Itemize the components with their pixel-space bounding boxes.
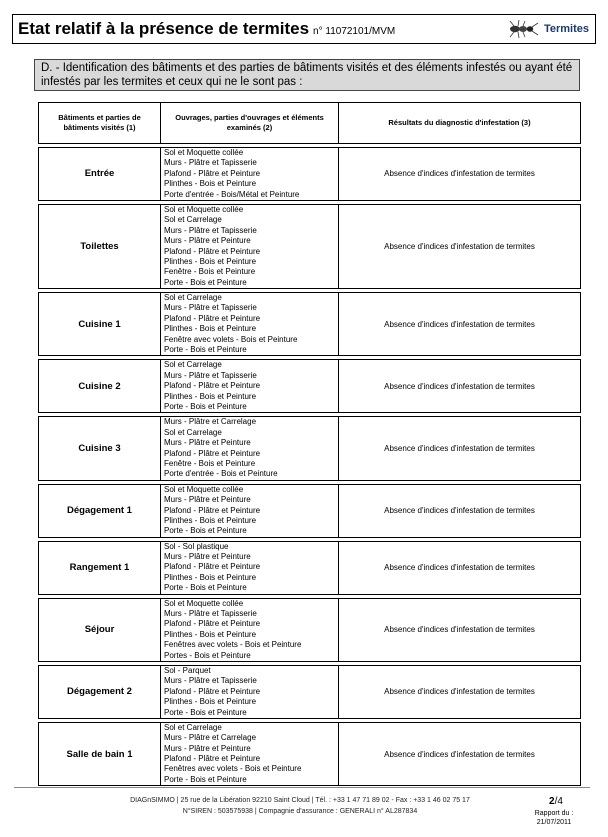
element-item: Sol et Moquette collée (164, 484, 244, 494)
table-row (39, 293, 581, 356)
element-item: Plinthes - Bois et Peinture (164, 572, 257, 582)
element-item: Plafond - Plâtre et Peinture (164, 313, 261, 323)
element-item: Murs - Plâtre et Tapisserie (164, 676, 257, 686)
room-name: Cuisine 2 (39, 360, 161, 413)
document-header (12, 14, 596, 44)
element-item: Murs - Plâtre et Tapisserie (164, 303, 257, 313)
element-item: Plafond - Plâtre et Peinture (164, 505, 261, 515)
element-item: Plinthes - Bois et Peinture (164, 697, 257, 707)
diagnosis-result: Absence d'indices d'infestation de termites (339, 360, 581, 413)
table-body (39, 144, 581, 786)
diagnosis-result: Absence d'indices d'infestation de termites (339, 598, 581, 661)
page-number (526, 796, 586, 807)
element-item: Sol et Moquette collée (164, 204, 244, 214)
diagnosis-result: Absence d'indices d'infestation de termites (339, 204, 581, 288)
room-name: Entrée (39, 148, 161, 201)
room-name: Cuisine 3 (39, 417, 161, 480)
page-total: /4 (554, 796, 563, 807)
element-item: Murs - Plâtre et Tapisserie (164, 609, 257, 619)
element-item: Murs - Plâtre et Peinture (164, 743, 251, 753)
element-item: Murs - Plâtre et Tapisserie (164, 225, 257, 235)
element-item: Plafond - Plâtre et Peinture (164, 168, 261, 178)
footer-company-line: DIAGnSIMMO | 25 rue de la Libération 92210 Saint Cloud | Tél. : +33 1 47 71 89 02 - Fax : +33 1 46 02 75 17 (130, 797, 470, 804)
element-item: Murs - Plâtre et Peinture (164, 495, 251, 505)
termites-logo (506, 18, 589, 40)
inspection-table (38, 102, 581, 786)
report-date-block (516, 809, 592, 827)
diagnosis-result: Absence d'indices d'infestation de termites (339, 293, 581, 356)
examined-elements (161, 204, 339, 288)
examined-elements (161, 541, 339, 594)
table-row (39, 541, 581, 594)
room-name: Toilettes (39, 204, 161, 288)
element-item: Porte - Bois et Peinture (164, 707, 247, 717)
element-item: Porte d'entrée - Bois et Peinture (164, 469, 278, 479)
element-item: Fenêtre avec volets - Bois et Peinture (164, 334, 298, 344)
element-item: Plinthes - Bois et Peinture (164, 391, 257, 401)
element-item: Murs - Plâtre et Peinture (164, 236, 251, 246)
element-item: Plinthes - Bois et Peinture (164, 629, 257, 639)
header-results: Résultats du diagnostic d'infestation (3) (339, 103, 581, 144)
diagnosis-result: Absence d'indices d'infestation de termites (339, 722, 581, 785)
diagnosis-result: Absence d'indices d'infestation de termites (339, 417, 581, 480)
report-reference: n° 11072101/MVM (313, 26, 396, 37)
table-row (39, 665, 581, 718)
diagnosis-result: Absence d'indices d'infestation de termites (339, 484, 581, 537)
page-title: Etat relatif à la présence de termites (18, 19, 310, 38)
page-current: 2 (549, 796, 555, 807)
element-item: Porte - Bois et Peinture (164, 583, 247, 593)
examined-elements (161, 293, 339, 356)
element-item: Plafond - Plâtre et Peinture (164, 448, 261, 458)
element-item: Murs - Plâtre et Tapisserie (164, 370, 257, 380)
header-elements: Ouvrages, parties d'ouvrages et éléments examinés (2) (161, 103, 339, 144)
element-item: Porte - Bois et Peinture (164, 345, 247, 355)
element-item: Fenêtres avec volets - Bois et Peinture (164, 640, 302, 650)
examined-elements (161, 484, 339, 537)
element-item: Murs - Plâtre et Tapisserie (164, 158, 257, 168)
element-item: Sol et Moquette collée (164, 598, 244, 608)
report-date: 21/07/2011 (536, 819, 572, 826)
element-item: Sol et Carrelage (164, 215, 222, 225)
element-item: Plafond - Plâtre et Peinture (164, 754, 261, 764)
room-name: Salle de bain 1 (39, 722, 161, 785)
element-item: Sol et Carrelage (164, 722, 222, 732)
element-item: Plinthes - Bois et Peinture (164, 256, 257, 266)
examined-elements (161, 417, 339, 480)
table-row (39, 360, 581, 413)
examined-elements (161, 360, 339, 413)
table-row (39, 148, 581, 201)
element-item: Plinthes - Bois et Peinture (164, 324, 257, 334)
table-row (39, 722, 581, 785)
element-item: Murs - Plâtre et Peinture (164, 438, 251, 448)
logo-text: Termites (543, 23, 589, 35)
section-d-heading: D. - Identification des bâtiments et des parties de bâtiments visités et des éléments infestés ou ayant été infestés par les termites et ceux qui ne le sont pas : (34, 59, 580, 91)
element-item: Murs - Plâtre et Carrelage (164, 733, 257, 743)
element-item: Sol et Carrelage (164, 293, 222, 303)
termite-icon (506, 19, 540, 39)
diagnosis-result: Absence d'indices d'infestation de termites (339, 541, 581, 594)
room-name: Dégagement 2 (39, 665, 161, 718)
element-item: Murs - Plâtre et Carrelage (164, 417, 257, 427)
element-item: Porte - Bois et Peinture (164, 774, 247, 784)
examined-elements (161, 598, 339, 661)
diagnosis-result: Absence d'indices d'infestation de termites (339, 665, 581, 718)
element-item: Porte - Bois et Peinture (164, 401, 247, 411)
diagnosis-result: Absence d'indices d'infestation de termites (339, 148, 581, 201)
room-name: Séjour (39, 598, 161, 661)
element-item: Murs - Plâtre et Peinture (164, 552, 251, 562)
room-name: Rangement 1 (39, 541, 161, 594)
element-item: Plafond - Plâtre et Peinture (164, 246, 261, 256)
element-item: Sol - Parquet (164, 665, 211, 675)
room-name: Cuisine 1 (39, 293, 161, 356)
element-item: Plafond - Plâtre et Peinture (164, 381, 261, 391)
element-item: Porte - Bois et Peinture (164, 526, 247, 536)
examined-elements (161, 665, 339, 718)
table-row (39, 417, 581, 480)
element-item: Sol et Moquette collée (164, 148, 244, 157)
footer-divider (14, 787, 590, 788)
table-row (39, 204, 581, 288)
table-row (39, 598, 581, 661)
header-title-block (18, 19, 395, 39)
element-item: Plafond - Plâtre et Peinture (164, 619, 261, 629)
table-row (39, 484, 581, 537)
element-item: Porte d'entrée - Bois/Métal et Peinture (164, 189, 300, 199)
element-item: Plafond - Plâtre et Peinture (164, 686, 261, 696)
footer-siren-line: N°SIREN : 503575938 | Compagnie d'assurance : GENERALI n° AL287834 (182, 808, 418, 815)
examined-elements (161, 148, 339, 201)
element-item: Sol et Carrelage (164, 360, 222, 370)
element-item: Fenêtre - Bois et Peinture (164, 458, 256, 468)
element-item: Sol - Sol plastique (164, 541, 229, 551)
report-date-label: Rapport du : (534, 810, 574, 817)
element-item: Fenêtres avec volets - Bois et Peinture (164, 764, 302, 774)
examined-elements (161, 722, 339, 785)
element-item: Plinthes - Bois et Peinture (164, 515, 257, 525)
header-buildings: Bâtiments et parties de bâtiments visités (1) (39, 103, 161, 144)
element-item: Fenêtre - Bois et Peinture (164, 267, 256, 277)
element-item: Plafond - Plâtre et Peinture (164, 562, 261, 572)
element-item: Porte - Bois et Peinture (164, 277, 247, 287)
element-item: Sol et Carrelage (164, 427, 222, 437)
element-item: Portes - Bois et Peinture (164, 650, 251, 660)
element-item: Plinthes - Bois et Peinture (164, 179, 257, 189)
room-name: Dégagement 1 (39, 484, 161, 537)
table-header-row (39, 103, 581, 144)
